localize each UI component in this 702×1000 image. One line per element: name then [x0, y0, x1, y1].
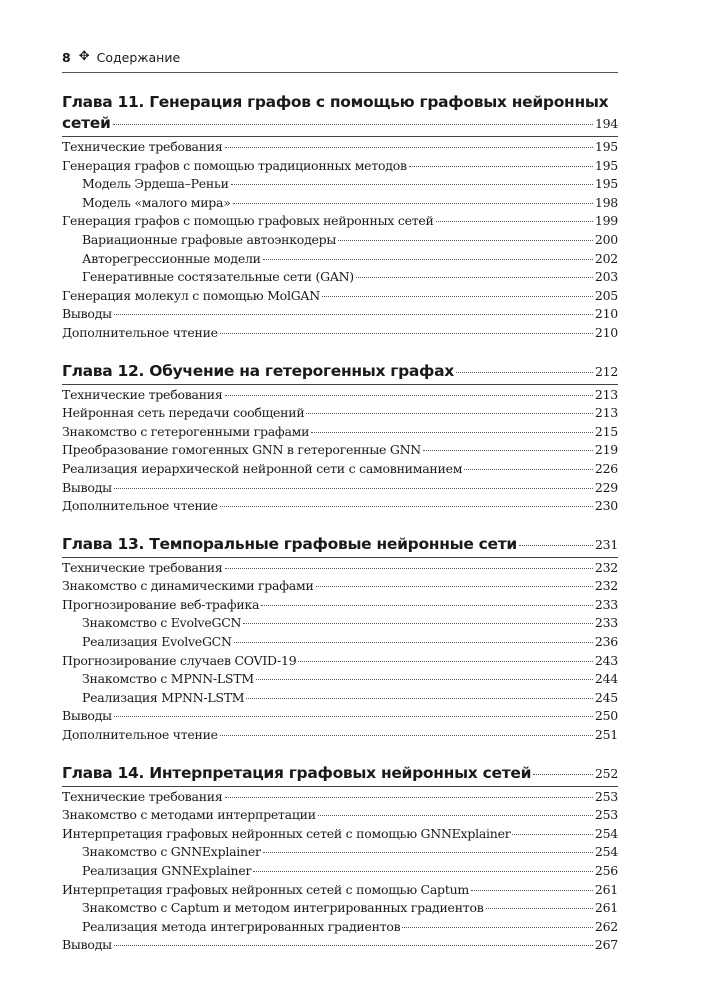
dot-leader [220, 505, 593, 507]
toc-entry-page: 199 [594, 213, 618, 229]
toc-entry-title: Генерация молекул с помощью MolGAN [62, 287, 320, 303]
toc-entry[interactable] [62, 460, 618, 479]
toc-entry-title: Реализация метода интегрированных градиентов [82, 918, 401, 934]
toc-entry-title: Технические требования [62, 788, 223, 804]
toc-entry-title: Знакомство с динамическими графами [62, 578, 314, 594]
toc-entry-title: Выводы [62, 306, 112, 322]
toc-entry-page: 244 [594, 671, 618, 687]
chapter-section [62, 763, 618, 955]
toc-entry[interactable] [62, 899, 618, 918]
toc-entry-title: Дополнительное чтение [62, 727, 218, 743]
toc-entry[interactable] [62, 423, 618, 442]
dot-leader [220, 332, 593, 334]
dot-leader [263, 258, 593, 260]
toc-entry-title: Интерпретация графовых нейронных сетей с помощью Captum [62, 881, 469, 897]
toc-entry-title: Авторегрессионные модели [82, 250, 261, 266]
toc-entry[interactable] [62, 268, 618, 287]
toc-entry-title: Прогнозирование случаев COVID-19 [62, 652, 297, 668]
dot-leader [114, 944, 593, 946]
toc-entry-title: Нейронная сеть передачи сообщений [62, 405, 305, 421]
toc-entry[interactable] [62, 881, 618, 900]
dot-leader [316, 585, 593, 587]
toc-entry-page: 210 [594, 306, 618, 322]
toc-entry-page: 233 [594, 615, 618, 631]
chapter-section [62, 361, 618, 516]
toc-entry-page: 267 [594, 937, 618, 953]
toc-entry-title: Реализация GNNExplainer [82, 863, 252, 878]
toc-entry-title: Технические требования [62, 386, 223, 402]
toc-entry[interactable] [62, 788, 618, 807]
dot-leader [298, 660, 592, 662]
chapter-page-number: 252 [595, 765, 618, 781]
toc-entry-title: Генерация графов с помощью графовых нейронных сетей [62, 213, 434, 229]
toc-entry-title: Знакомство с MPNN-LSTM [82, 671, 254, 687]
dot-leader [402, 926, 592, 928]
dot-leader [256, 678, 593, 680]
toc-entry-page: 203 [594, 269, 618, 285]
running-title: Содержание [96, 50, 181, 65]
toc-entry[interactable] [62, 843, 618, 862]
toc-entry-page: 243 [594, 652, 618, 668]
toc-entry-page: 232 [594, 559, 618, 575]
toc-entry[interactable] [62, 559, 618, 578]
toc-entry-title: Реализация EvolveGCN [82, 634, 232, 650]
dot-leader [261, 604, 593, 606]
dot-leader [220, 734, 593, 736]
toc-entry[interactable] [62, 324, 618, 343]
toc-entry-title: Знакомство с GNNExplainer [82, 844, 261, 860]
toc-entry[interactable] [62, 404, 618, 423]
toc-entry-title: Реализация MPNN-LSTM [82, 689, 245, 705]
toc-entry-title: Дополнительное чтение [62, 498, 218, 514]
toc-entry-page: 256 [594, 863, 618, 878]
toc-entry-title: Знакомство с Captum и методом интегрированных градиентов [82, 900, 484, 916]
toc-entry-title: Выводы [62, 479, 112, 495]
dot-leader [225, 394, 593, 396]
toc-entry-title: Модель Эрдеша–Реньи [82, 176, 229, 192]
chapter-section [62, 534, 618, 745]
dot-leader [512, 833, 592, 835]
toc-entry[interactable] [62, 194, 618, 213]
toc-entry-title: Преобразование гомогенных GNN в гетерогенные GNN [62, 442, 421, 458]
toc-entry[interactable] [62, 825, 618, 844]
toc-entry-title: Реализация иерархической нейронной сети с самовниманием [62, 460, 463, 476]
dot-leader [409, 165, 593, 167]
running-header [62, 50, 618, 73]
toc-entry-title: Модель «малого мира» [82, 194, 231, 210]
toc-entry-page: 213 [594, 386, 618, 402]
toc-entry-page: 202 [594, 250, 618, 266]
toc-entry-page: 236 [594, 634, 618, 650]
toc-entry-title: Знакомство с гетерогенными графами [62, 423, 310, 439]
dot-leader [338, 239, 593, 241]
chapter-title-line[interactable] [62, 763, 618, 787]
toc-entry[interactable] [62, 633, 618, 652]
chapter-title-text: Глава 14. Интерпретация графовых нейронных сетей [62, 763, 532, 782]
toc-entry[interactable] [62, 652, 618, 671]
toc-entry[interactable] [62, 231, 618, 250]
toc-entry-page: 195 [594, 139, 618, 154]
dot-leader [225, 567, 593, 569]
toc-entry-page: 195 [594, 176, 618, 192]
chapter-title-text: сетей [62, 114, 111, 132]
dot-leader [356, 276, 593, 278]
toc-entry-page: 233 [594, 596, 618, 612]
dot-leader [423, 449, 593, 451]
toc-entry[interactable] [62, 936, 618, 955]
toc-entry-title: Технические требования [62, 139, 223, 154]
dot-leader [113, 123, 593, 125]
toc-entry-page: 198 [594, 194, 618, 210]
dot-leader [486, 907, 593, 909]
toc-entry-page: 232 [594, 578, 618, 594]
toc-entry-title: Технические требования [62, 559, 223, 575]
toc-entry-page: 215 [594, 423, 618, 439]
toc-entry[interactable] [62, 726, 618, 745]
toc-entry-page: 253 [594, 807, 618, 823]
dot-leader [243, 622, 593, 624]
toc-entry-title: Знакомство с EvolveGCN [82, 615, 242, 631]
toc-entry-page: 213 [594, 405, 618, 421]
toc-entry-page: 230 [594, 498, 618, 514]
chapter-page-number: 194 [595, 116, 618, 131]
dot-leader [246, 697, 593, 699]
toc-entry-title: Интерпретация графовых нейронных сетей с помощью GNNExplainer [62, 825, 511, 841]
table-of-contents [62, 92, 618, 973]
dot-leader [436, 220, 593, 222]
toc-entry[interactable] [62, 577, 618, 596]
toc-entry-page: 219 [594, 442, 618, 458]
dot-leader [519, 544, 593, 546]
toc-entry[interactable] [62, 707, 618, 726]
toc-entry-page: 253 [594, 788, 618, 804]
dot-leader [234, 641, 593, 643]
toc-entry[interactable] [62, 287, 618, 306]
dot-leader [322, 295, 593, 297]
toc-entry[interactable] [62, 212, 618, 231]
dot-leader [114, 715, 593, 717]
dot-leader [225, 796, 593, 798]
toc-entry[interactable] [62, 138, 618, 157]
toc-entry[interactable] [62, 305, 618, 324]
toc-entry-title: Генеративные состязательные сети (GAN) [82, 269, 354, 285]
toc-entry-page: 251 [594, 727, 618, 743]
dot-leader [533, 773, 593, 775]
toc-entry-page: 261 [594, 900, 618, 916]
dot-leader [253, 870, 593, 872]
toc-entry[interactable] [62, 386, 618, 405]
toc-entry-page: 210 [594, 324, 618, 340]
dot-leader [306, 412, 592, 414]
toc-entry[interactable] [62, 497, 618, 516]
toc-entry-page: 254 [594, 825, 618, 841]
toc-entry[interactable] [62, 918, 618, 937]
toc-entry[interactable] [62, 157, 618, 176]
toc-entry-page: 205 [594, 287, 618, 303]
page-number: 8 [62, 50, 71, 65]
toc-entry-page: 200 [594, 231, 618, 247]
toc-entry-page: 262 [594, 918, 618, 934]
dot-leader [471, 889, 593, 891]
toc-entry-page: 245 [594, 689, 618, 705]
toc-entry-page: 254 [594, 844, 618, 860]
dot-leader [318, 814, 593, 816]
toc-entry[interactable] [62, 479, 618, 498]
ornament-icon: ✥ [78, 49, 90, 64]
dot-leader [225, 146, 593, 148]
toc-entry-page: 226 [594, 460, 618, 476]
toc-entry[interactable] [62, 596, 618, 615]
toc-entry[interactable] [62, 862, 618, 881]
dot-leader [114, 487, 593, 489]
toc-entry[interactable] [62, 614, 618, 633]
dot-leader [456, 371, 593, 373]
toc-entry-title: Выводы [62, 937, 112, 953]
toc-entry-page: 195 [594, 157, 618, 173]
dot-leader [464, 468, 593, 470]
chapter-title-text: Глава 12. Обучение на гетерогенных графах [62, 361, 454, 380]
chapter-section [62, 92, 618, 343]
toc-entry[interactable] [62, 175, 618, 194]
toc-entry[interactable] [62, 806, 618, 825]
toc-entry-title: Выводы [62, 708, 112, 724]
chapter-page-number: 231 [595, 536, 618, 552]
chapter-title-line[interactable] [62, 113, 618, 137]
toc-entry[interactable] [62, 441, 618, 460]
toc-entry-title: Прогнозирование веб-трафика [62, 596, 260, 612]
toc-entry[interactable] [62, 250, 618, 269]
toc-entry-title: Вариационные графовые автоэнкодеры [82, 231, 337, 247]
dot-leader [263, 851, 593, 853]
dot-leader [231, 183, 593, 185]
toc-entry-page: 250 [594, 708, 618, 724]
chapter-title-line[interactable] [62, 534, 618, 558]
chapter-title-line[interactable] [62, 361, 618, 385]
toc-entry-title: Дополнительное чтение [62, 324, 218, 340]
chapter-title[interactable]: Глава 11. Генерация графов с помощью графовых нейронных [62, 93, 609, 111]
toc-entry[interactable] [62, 689, 618, 708]
toc-entry[interactable] [62, 670, 618, 689]
toc-entry-title: Генерация графов с помощью традиционных методов [62, 157, 407, 173]
toc-entry-title: Знакомство с методами интерпретации [62, 807, 316, 823]
chapter-title-text: Глава 13. Темпоральные графовые нейронные сети [62, 534, 517, 553]
toc-entry-page: 261 [594, 881, 618, 897]
dot-leader [114, 313, 593, 315]
chapter-page-number: 212 [595, 363, 618, 379]
toc-entry-page: 229 [594, 479, 618, 495]
dot-leader [233, 202, 593, 204]
dot-leader [311, 431, 593, 433]
